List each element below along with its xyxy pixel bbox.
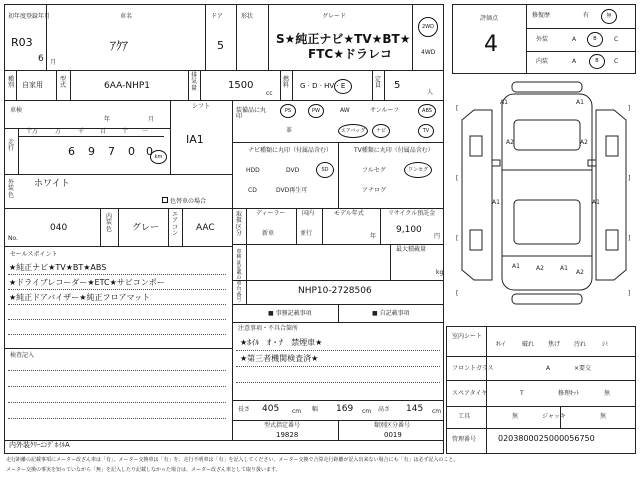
model-year-label: モデル年式 — [334, 210, 364, 217]
width-unit: cm — [362, 408, 372, 415]
length-value: 405 — [262, 404, 280, 414]
windshield-label: フロントガラス — [452, 365, 494, 372]
odo-digit-3: 7 — [108, 145, 115, 158]
height-label: 高さ — [378, 406, 391, 413]
equipment-label: 装備品に丸印 — [236, 107, 267, 120]
max-load-unit: kg — [436, 269, 444, 276]
fuel-label: 燃料 — [282, 76, 289, 90]
max-load-label: 最大積載量 — [396, 246, 427, 253]
svg-text:[: [ — [456, 290, 459, 297]
seats: 5 — [394, 80, 401, 91]
number-label: No. — [8, 235, 18, 242]
seat-opt-0: ｷﾚｲ — [496, 341, 506, 348]
chassis-value: NHP10-2728506 — [298, 286, 372, 296]
inspector-extra: 内外装ｸﾘｰﾆﾝｸﾞﾎｲﾙA — [9, 441, 70, 449]
sales-line-2: ★ドライブレコーダー★ETC★サビコンポー — [9, 278, 165, 287]
reg-month-unit: 月 — [50, 59, 57, 66]
spare-opt-t: T — [520, 390, 524, 397]
odo-place-0: 十万 — [26, 128, 39, 135]
cc-unit: cc — [266, 90, 273, 97]
spare-opt-none: 無 — [604, 390, 611, 397]
fuel-selected-circle — [334, 79, 352, 94]
svg-text:]: ] — [628, 235, 631, 242]
door-label: ドア — [211, 13, 223, 20]
doors: 5 — [217, 39, 224, 52]
spare-label: スペアタイヤ — [452, 390, 488, 397]
recycle-value: 9,100 — [396, 225, 422, 235]
recorded-label: ■ 事務記載事項 — [268, 310, 312, 317]
damage-mark-8: A2 — [536, 265, 544, 272]
plate-label: 車検証記載の — [236, 249, 242, 282]
damage-mark-5: A1 — [492, 199, 500, 206]
svg-text:[: [ — [456, 105, 459, 112]
damage-mark-7: A1 — [512, 263, 520, 270]
score-value: 4 — [484, 32, 498, 57]
inspector-label: 検査記入 — [10, 352, 35, 359]
interior-label: 内装色 — [105, 213, 112, 233]
damage-mark-10: A2 — [576, 269, 584, 276]
notes-line-1: ★ﾎｲﾙ ｵ・ﾅ 禁煙車★ — [240, 338, 323, 347]
trade-label: 取扱区分 — [235, 211, 242, 237]
equip-abs-circle: ABS — [418, 104, 436, 118]
exterior-selected-circle: B — [587, 32, 603, 47]
not-recorded-label: ■ 自記載事項 — [372, 310, 410, 317]
tool-value: 無 — [512, 413, 519, 420]
damage-mark-2: A1 — [576, 99, 584, 106]
tv-analog: アナログ — [362, 187, 387, 194]
inspection-year-unit: 年 — [104, 116, 111, 123]
nav-dvd: DVD — [286, 167, 300, 174]
model-code: 6AA-NHP1 — [104, 81, 150, 91]
color-change-box — [162, 197, 168, 203]
equip-ps-circle: PS — [280, 104, 296, 118]
use-value: 自家用 — [22, 81, 43, 89]
odo-digit-2: 9 — [88, 145, 95, 158]
seat-label: 室内シート — [452, 333, 483, 340]
seats-unit: 人 — [427, 89, 434, 96]
model-year-unit: 年 — [370, 233, 377, 240]
repair-opt-yes: 有 — [583, 12, 590, 19]
control-value: 0203800025000056750 — [498, 434, 595, 443]
nav-hdd: HDD — [246, 167, 260, 174]
car-diagram — [452, 80, 636, 326]
class-no-label: 類別区分番号 — [374, 422, 411, 429]
seat-opt-4: ｼﾐ — [602, 341, 609, 348]
tv-oneseg-circle: ワンセグ — [404, 162, 432, 178]
exterior-label: 外装 — [536, 36, 549, 43]
control-label: 管理番号 — [452, 436, 477, 443]
svg-text:]: ] — [628, 105, 631, 112]
car-name: ｱｸｱ — [110, 39, 129, 53]
interior-opt-a: A — [572, 58, 577, 65]
dealer-label: ディーラー — [256, 210, 286, 217]
seats-label: 定員 — [374, 76, 381, 90]
damage-mark-6: A1 — [592, 199, 600, 206]
shift-value: IA1 — [186, 133, 204, 146]
jack-label: ジャッキ — [542, 413, 566, 420]
reg-date-label: 初年度登録年月 — [8, 13, 51, 20]
nav-sd-circle: SD — [316, 162, 334, 178]
car-outline-svg — [452, 80, 636, 326]
dealer-value: 新車 — [262, 230, 275, 237]
svg-text:[: [ — [456, 175, 459, 182]
spare-opt-kit: 修理ｷｯﾄ — [558, 390, 580, 397]
damage-mark-9: A1 — [560, 265, 568, 272]
type-no-value: 19828 — [276, 431, 299, 439]
seat-opt-3: 汚れ — [574, 341, 587, 348]
odo-place-5: 一 — [142, 128, 149, 135]
equip-aw: AW — [340, 107, 350, 114]
color-change-label: 色替車の場合 — [170, 198, 207, 205]
width-value: 169 — [336, 404, 354, 414]
equip-leather: 革 — [286, 127, 293, 134]
four-wd-label: 4WD — [421, 49, 436, 56]
equip-pw-circle: PW — [308, 104, 324, 118]
grade-label: グレード — [322, 13, 347, 20]
windshield-opt-replace: ×要交 — [574, 365, 592, 372]
grade-line2: FTC★ドラレコ — [308, 47, 392, 61]
color-label: 外装色 — [7, 179, 14, 199]
svg-text:]: ] — [628, 175, 631, 182]
domestic-value: 並行 — [300, 230, 313, 237]
length-unit: cm — [292, 408, 302, 415]
grade-line1: S★純正ナビ★TV★BT★ — [276, 32, 411, 46]
equip-airbag-circle: エアバッグ — [338, 124, 368, 138]
odo-unit-circle: km — [150, 150, 167, 164]
interior-selected-circle: B — [589, 54, 605, 69]
jack-value: 無 — [600, 413, 607, 420]
chassis-label: 車台番号 — [236, 281, 242, 303]
class-no-value: 0019 — [384, 431, 402, 439]
width-label: 幅 — [312, 406, 319, 413]
fuel-options: G · D · HV · E — [300, 82, 346, 90]
tv-label: TV種類に丸印（付属品含む） — [354, 147, 434, 154]
interior-opt-c: C — [614, 58, 619, 65]
displacement: 1500 — [228, 80, 254, 91]
interior-value: グレー — [132, 223, 160, 233]
length-label: 長さ — [238, 406, 251, 413]
seat-opt-1: 破れ — [522, 341, 535, 348]
damage-mark-1: A1 — [500, 99, 508, 106]
reg-year: R03 — [11, 36, 33, 49]
nav-label: ナビ種類に丸印（付属品含む） — [248, 147, 333, 154]
odo-label: 走行 — [7, 139, 14, 153]
number-value: 040 — [50, 223, 68, 233]
repair-selected-circle: 無 — [601, 9, 617, 24]
use-label: 種別 — [7, 76, 14, 90]
ac-label: エアコン — [171, 211, 178, 237]
height-unit: cm — [432, 408, 442, 415]
reg-month: 6 — [38, 54, 44, 64]
damage-mark-4: A2 — [580, 139, 588, 146]
equip-navi-circle: ナビ — [372, 124, 390, 138]
odo-place-4: 十 — [122, 128, 129, 135]
exterior-opt-c: C — [614, 36, 619, 43]
recycle-label: リサイクル預託金 — [388, 210, 436, 217]
two-wd-circle: 2WD — [418, 17, 438, 37]
ac-value: AAC — [196, 223, 215, 233]
svg-text:[: [ — [456, 235, 459, 242]
odo-place-3: 百 — [100, 128, 107, 135]
exterior-opt-a: A — [572, 36, 577, 43]
windshield-opt-a: A — [546, 365, 551, 372]
interior-grade-label: 内装 — [536, 58, 549, 65]
odo-place-2: 千 — [78, 128, 85, 135]
footer-line-2: メーター交換の事実を知っていながら「無」を記入したり記載しなかった場合は、メーター改ざん車として取り扱います。 — [6, 467, 281, 473]
type-no-label: 型式指定番号 — [264, 422, 301, 429]
score-label: 評価点 — [480, 15, 499, 22]
car-name-label: 車名 — [120, 13, 133, 20]
odo-digit-1: 6 — [68, 145, 75, 158]
model-label: 型式 — [59, 76, 66, 90]
height-value: 145 — [406, 404, 424, 414]
odo-digit-4: 0 — [128, 145, 135, 158]
color-value: ホワイト — [34, 179, 70, 189]
sales-line-3: ★純正ドアバイザー★純正フロアマット — [9, 293, 151, 302]
sales-line-1: ★純正ナビ★TV★BT★ABS — [9, 263, 107, 272]
odo-digit-5: 0 — [146, 145, 153, 158]
nav-cd: CD — [248, 187, 257, 194]
odo-place-1: 万 — [55, 128, 62, 135]
shape-label: 形状 — [241, 13, 254, 20]
footer-line-1: 走行距離の記載事項にメーター改ざん車は「有」。メーター交換車は「有」を、走行不明車は「有」を記入してください。メーター交換で合算走行距離が記入出来ない場合にも「有」は必ず記入のこと。 — [6, 457, 459, 463]
seat-opt-2: 焦げ — [548, 341, 561, 348]
displacement-label: 排気量 — [190, 72, 197, 92]
equip-sunroof: サンルーフ — [370, 107, 400, 114]
shift-label: シフト — [192, 103, 211, 110]
domestic-label: 国内 — [302, 210, 315, 217]
tv-fullseg: フルセグ — [362, 167, 386, 174]
repair-label: 修復歴 — [532, 12, 551, 19]
damage-mark-3: A2 — [506, 139, 514, 146]
notes-line-2: ★第三者機関検査済★ — [240, 354, 319, 363]
equip-tv-circle: TV — [418, 124, 434, 138]
tool-label: 工具 — [458, 413, 471, 420]
notes-label: 注意事項・不具合箇所 — [238, 325, 299, 332]
svg-text:]: ] — [628, 290, 631, 297]
inspection-month-unit: 月 — [148, 116, 155, 123]
nav-dvdplay: DVD再生可 — [276, 187, 308, 194]
sales-label: セールスポイント — [10, 251, 58, 258]
recycle-yen: 円 — [434, 233, 441, 240]
inspection-label: 車検 — [10, 107, 23, 114]
